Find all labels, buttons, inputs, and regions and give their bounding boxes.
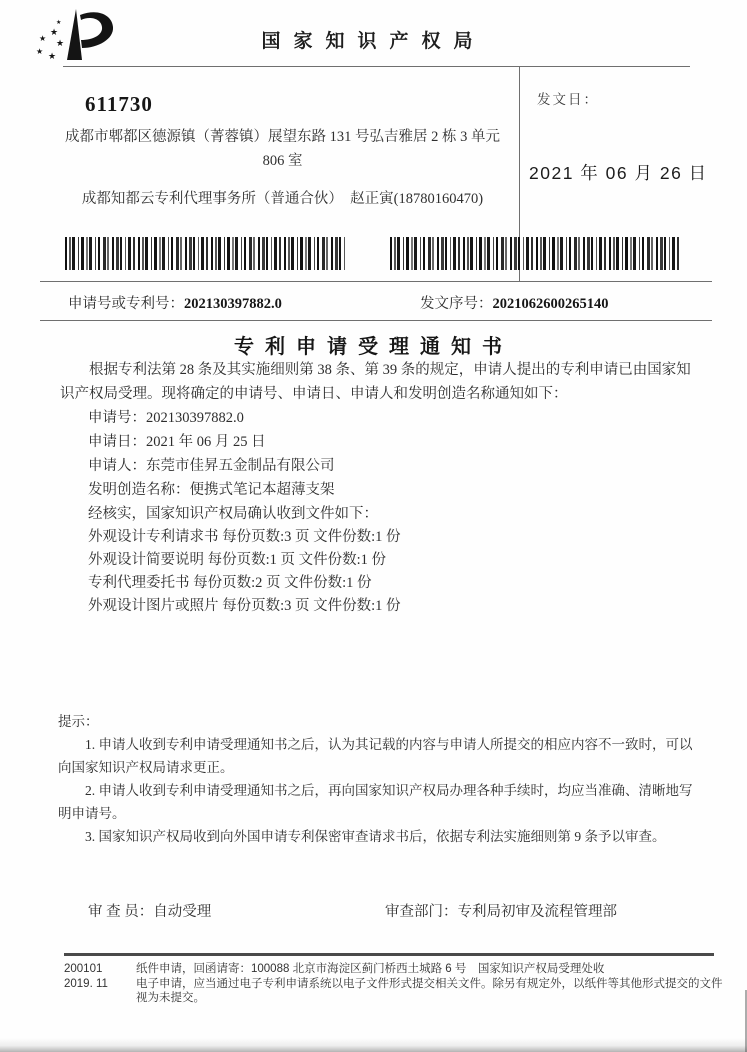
tip-item: 3. 国家知识产权局收到向外国申请专利保密审查请求书后，依据专利法实施细则第 9 条予以审查。 xyxy=(85,829,666,844)
agency-line: 成都知都云专利代理事务所（普通合伙） 赵正寅(18780160470) xyxy=(81,191,484,207)
examiner-label: 审 查 员： xyxy=(88,904,154,920)
field-application-date xyxy=(60,430,692,454)
application-no-label: 申请号或专利号： xyxy=(68,296,184,312)
field-value: 2021 年 06 月 25 日 xyxy=(146,434,266,450)
recipient-block xyxy=(55,92,510,211)
document-item: 外观设计图片或照片 每份页数:3 页 文件份数:1 份 xyxy=(88,598,401,614)
document-item: 外观设计专利请求书 每份页数:3 页 文件份数:1 份 xyxy=(88,529,401,545)
svg-text:★: ★ xyxy=(50,28,59,38)
barcode-serial xyxy=(390,237,680,270)
header-rule xyxy=(63,66,690,67)
footer-rule xyxy=(64,953,714,956)
field-applicant xyxy=(60,454,692,478)
intro-paragraph: 根据专利法第 28 条及其实施细则第 38 条、第 39 条的规定，申请人提出的专利申请已由国家知识产权局受理。现将确定的申请号、申请日、申请人和发明创造名称通知如下： xyxy=(60,362,691,402)
field-label: 申请日： xyxy=(88,434,146,450)
field-value: 东莞市佳昇五金制品有限公司 xyxy=(146,458,335,474)
notice-title: 专利申请受理通知书 xyxy=(234,336,513,358)
footer-block xyxy=(64,962,724,1006)
field-label: 发明创造名称： xyxy=(88,482,190,498)
examiner-value: 自动受理 xyxy=(153,904,212,920)
department-value: 专利局初审及流程管理部 xyxy=(457,904,617,920)
department-label: 审查部门： xyxy=(385,904,458,920)
footer-code-1: 200101 xyxy=(64,963,103,975)
barcode-application xyxy=(65,237,345,270)
issue-date-label: 发文日： xyxy=(537,92,599,107)
address-line1: 成都市郫都区德源镇（菁蓉镇）展望东路 131 号弘吉雅居 2 栋 3 单元 xyxy=(65,129,500,145)
serial-no-label: 发文序号： xyxy=(420,296,493,312)
address-line2: 806 室 xyxy=(262,153,303,169)
postal-code: 611730 xyxy=(85,92,153,116)
svg-text:★: ★ xyxy=(36,47,44,56)
svg-text:★: ★ xyxy=(56,39,65,49)
rule-below-refs xyxy=(40,320,712,321)
svg-text:★: ★ xyxy=(39,34,47,43)
field-application-no xyxy=(60,406,692,430)
svg-text:★: ★ xyxy=(56,19,62,26)
tips-section xyxy=(58,710,702,848)
serial-no-group xyxy=(420,292,609,313)
application-no-group xyxy=(68,292,282,313)
examiner-group xyxy=(88,900,211,921)
serial-no-value: 2021062600265140 xyxy=(492,296,609,312)
issue-date-value: 2021 年 06 月 26 日 xyxy=(529,163,708,183)
tip-item: 1. 申请人收到专利申请受理通知书之后，认为其记载的内容与申请人所提交的相应内容不一致时，可以向国家知识产权局请求更正。 xyxy=(58,737,693,775)
recipient-address xyxy=(55,125,510,173)
application-no-value: 202130397882.0 xyxy=(184,296,282,312)
document-item: 专利代理委托书 每份页数:2 页 文件份数:1 份 xyxy=(88,575,372,591)
footer-paper-line: 纸件申请，回函请寄：100088 北京市海淀区蓟门桥西土城路 6 号 国家知识产权局受理处收 xyxy=(136,963,605,975)
reference-line xyxy=(0,292,747,316)
field-value: 202130397882.0 xyxy=(146,410,244,426)
svg-text:★: ★ xyxy=(48,52,57,62)
department-group xyxy=(385,900,617,921)
footer-e-line: 电子申请，应当通过电子专利申请系统以电子文件形式提交相关文件。除另有规定外，以纸件等其他形式提交的文件视为未提交。 xyxy=(136,977,723,1004)
tips-label: 提示： xyxy=(58,714,99,729)
scan-bottom-shadow xyxy=(0,1038,747,1052)
field-label: 申请人： xyxy=(88,458,146,474)
rule-above-refs xyxy=(40,281,712,282)
document-item: 外观设计简要说明 每份页数:1 页 文件份数:1 份 xyxy=(88,552,387,568)
footer-code-2: 2019. 11 xyxy=(64,977,108,990)
field-label: 申请号： xyxy=(88,410,146,426)
field-value: 便携式笔记本超薄支架 xyxy=(189,482,335,498)
field-invention-title xyxy=(60,478,692,502)
tip-item: 2. 申请人收到专利申请受理通知书之后，再向国家知识产权局办理各种手续时，均应当准确、清晰地写明申请号。 xyxy=(58,783,693,821)
org-title: 国家知识产权局 xyxy=(261,31,486,52)
notice-body xyxy=(60,358,692,618)
confirm-line: 经核实，国家知识产权局确认收到文件如下： xyxy=(88,506,378,522)
